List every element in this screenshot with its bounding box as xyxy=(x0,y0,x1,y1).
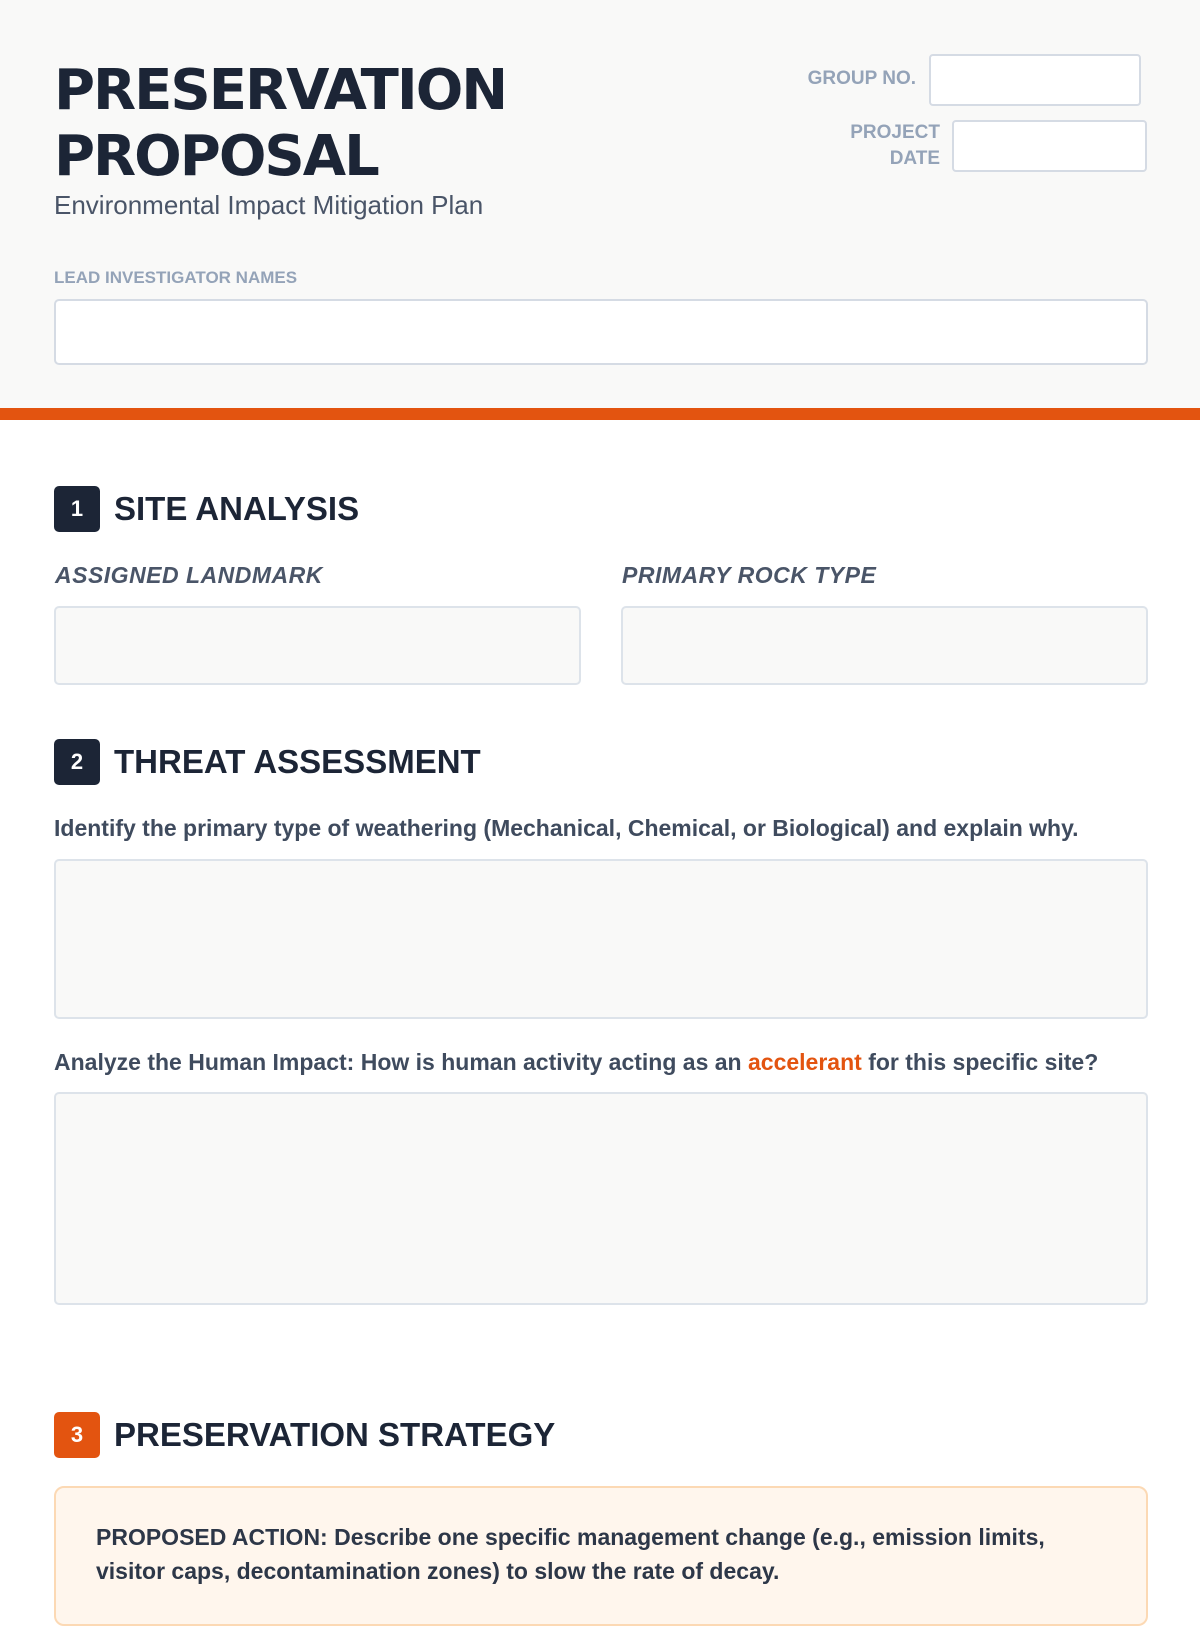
section-number-3: 3 xyxy=(54,1412,100,1458)
primary-rock-type-field[interactable] xyxy=(621,606,1148,685)
section-threat-assessment xyxy=(54,739,481,785)
assigned-landmark-field[interactable] xyxy=(54,606,581,685)
page-title xyxy=(54,58,506,190)
proposed-action-text xyxy=(96,1520,1106,1588)
human-impact-prompt xyxy=(54,1049,1098,1076)
title-line-2: PROPOSAL xyxy=(54,124,378,189)
group-no-label: GROUP NO. xyxy=(807,68,916,89)
weathering-answer-field[interactable] xyxy=(54,859,1148,1019)
section-title-preservation-strategy: PRESERVATION STRATEGY xyxy=(114,1416,556,1453)
weathering-prompt: Identify the primary type of weathering (Mechanical, Chemical, or Biological) and explain why. xyxy=(54,815,1079,841)
accelerant-highlight: accelerant xyxy=(748,1049,862,1075)
human-impact-answer-field[interactable] xyxy=(54,1092,1148,1305)
lead-investigator-label: LEAD INVESTIGATOR NAMES xyxy=(54,268,298,287)
project-date-field[interactable] xyxy=(952,120,1147,172)
proposed-action-callout xyxy=(54,1486,1148,1626)
page-subtitle: Environmental Impact Mitigation Plan xyxy=(54,190,484,220)
section-number-2: 2 xyxy=(54,739,100,785)
proposed-action-label: PROPOSED ACTION: xyxy=(96,1524,328,1550)
title-line-1: PRESERVATION xyxy=(54,58,507,123)
page-header xyxy=(0,0,1200,420)
project-date-label-line1: PROJECT xyxy=(850,122,940,143)
section-title-threat-assessment: THREAT ASSESSMENT xyxy=(114,743,481,780)
project-date-label-line2: DATE xyxy=(889,148,940,169)
primary-rock-type-label: PRIMARY ROCK TYPE xyxy=(622,562,877,588)
section-number-1: 1 xyxy=(54,486,100,532)
human-impact-prompt-start: Analyze the Human Impact: How is human activity acting as an xyxy=(54,1049,748,1075)
section-title-site-analysis: SITE ANALYSIS xyxy=(114,490,360,527)
section-site-analysis xyxy=(54,486,359,532)
lead-investigator-field[interactable] xyxy=(54,299,1148,365)
project-date-label xyxy=(780,120,940,172)
assigned-landmark-label: ASSIGNED LANDMARK xyxy=(55,562,323,588)
human-impact-prompt-end: for this specific site? xyxy=(861,1049,1099,1075)
section-preservation-strategy xyxy=(54,1412,555,1458)
proposed-action-description: Describe one specific management change (e.g., emission limits, visitor caps, decontamination zones) to slow the rate of decay. xyxy=(96,1524,1045,1584)
group-no-field[interactable] xyxy=(929,54,1141,106)
